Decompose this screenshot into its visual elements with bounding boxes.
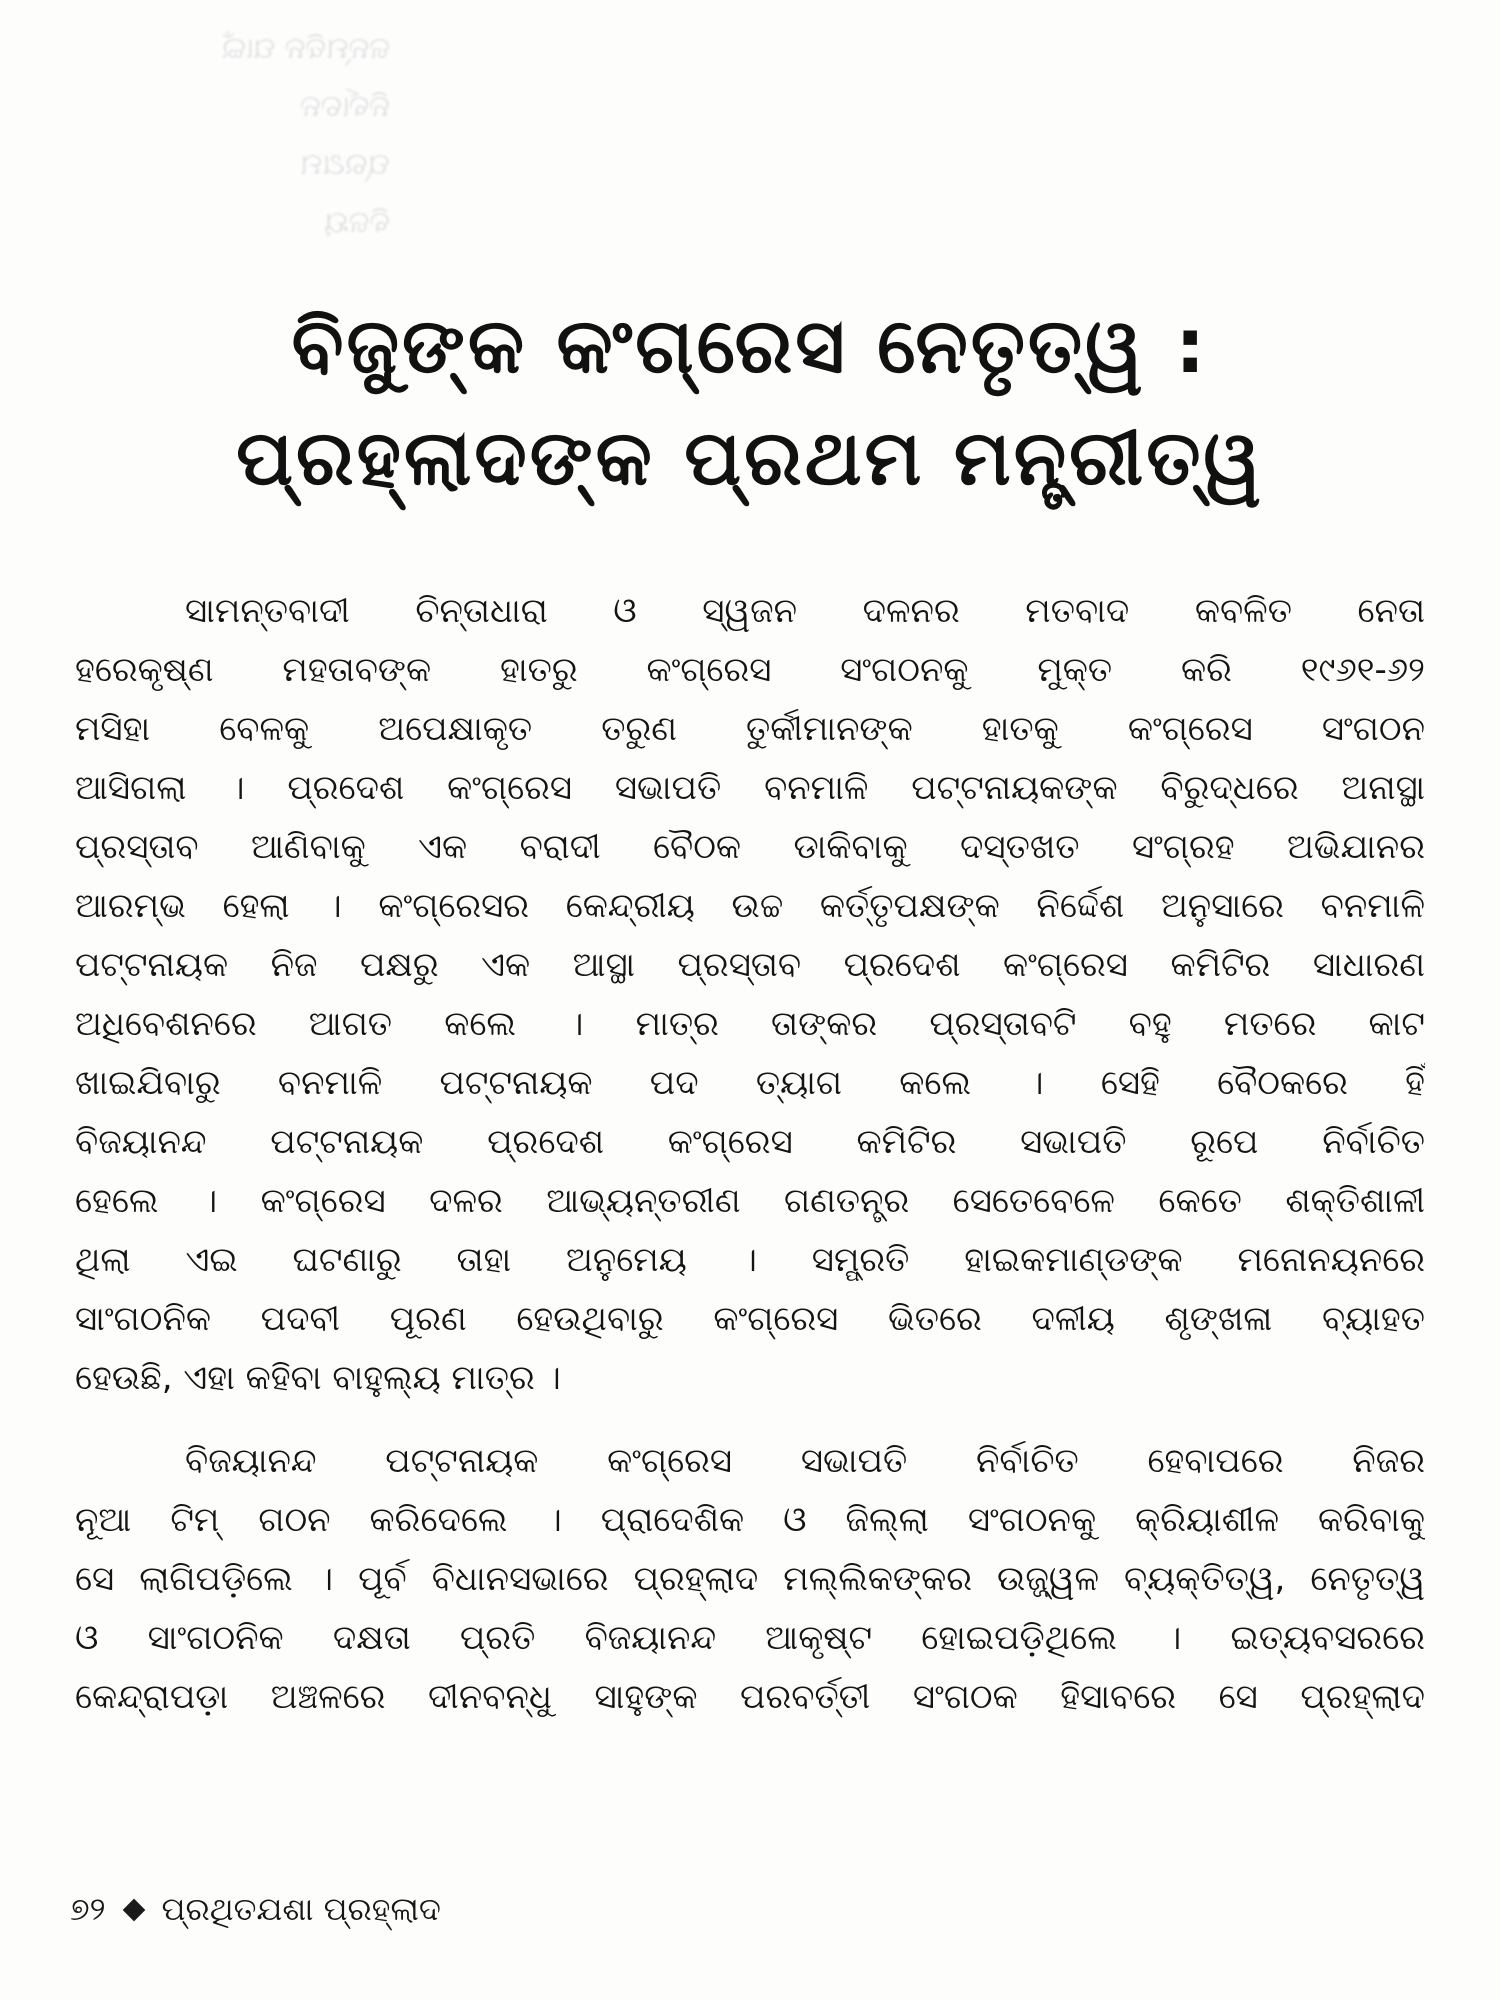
- bleed-through-line: ବିଜୟ: [324, 205, 390, 240]
- bleed-through-line: ପ୍ରଥମ: [299, 147, 390, 182]
- text-line: ଥିଲା ଏଇ ଘଟଣାରୁ ତାହା ଅନୁମେୟ । ସମ୍ପ୍ରତି ହାଇକମାଣ୍ଡଙ୍କ ମନୋନୟନରେ: [75, 1240, 1425, 1280]
- chapter-title-line-1: ବିଜୁଙ୍କ କଂଗ୍ରେସ ନେତୃତ୍ୱ :: [291, 301, 1209, 390]
- text-line: ବିଜୟାନନ୍ଦ ପଟ୍ଟନାୟକ ପ୍ରଦେଶ କଂଗ୍ରେସ କମିଟିର ସଭାପତି ରୂପେ ନିର୍ବାଚିତ: [75, 1122, 1425, 1162]
- text-line: ବିଜୟାନନ୍ଦ ପଟ୍ଟନାୟକ କଂଗ୍ରେସ ସଭାପତି ନିର୍ବାଚିତ ହେବାପରେ ନିଜର: [185, 1441, 1425, 1481]
- text-line: ସେ ଲାଗିପଡ଼ିଲେ । ପୂର୍ବ ବିଧାନସଭାରେ ପ୍ରହ୍ଲାଦ ମଲ୍ଲିକଙ୍କର ଉଜ୍ଜ୍ୱଳ ବ୍ୟକ୍ତିତ୍ୱ, ନେତୃତ୍ୱ: [75, 1559, 1425, 1599]
- paragraph-gap: [75, 1408, 1425, 1432]
- text-line: ଓ ସାଂଗଠନିକ ଦକ୍ଷତା ପ୍ରତି ବିଜୟାନନ୍ଦ ଆକୃଷ୍ଟ ହୋଇପଡ଼ିଥିଲେ । ଇତ୍ୟବସରରେ: [75, 1618, 1425, 1658]
- text-line: ଅଧିବେଶନରେ ଆଗତ କଲେ । ମାତ୍ର ତାଙ୍କର ପ୍ରସ୍ତାବଟି ବହୁ ମତରେ କାଟ: [75, 1004, 1425, 1044]
- book-title: ପ୍ରଥିତଯଶା ପ୍ରହ୍ଲାଦ: [161, 1890, 441, 1928]
- paragraph-1: [75, 582, 1425, 1408]
- text-line: ଆସିଗଲା । ପ୍ରଦେଶ କଂଗ୍ରେସ ସଭାପତି ବନମାଳି ପଟ୍ଟନାୟକଙ୍କ ବିରୁଦ୍ଧରେ ଅନାସ୍ଥା: [75, 768, 1425, 808]
- diamond-separator-icon: [122, 1898, 145, 1921]
- page-number: ୭୨: [70, 1890, 106, 1928]
- text-line: ନୂଆ ଟିମ୍ ଗଠନ କରିଦେଲେ । ପ୍ରାଦେଶିକ ଓ ଜିଲ୍ଲା ସଂଗଠନକୁ କ୍ରିୟାଶୀଳ କରିବାକୁ: [75, 1500, 1425, 1540]
- text-line: ମସିହା ବେଳକୁ ଅପେକ୍ଷାକୃତ ତରୁଣ ତୁର୍କୀମାନଙ୍କ ହାତକୁ କଂଗ୍ରେସ ସଂଗଠନ: [75, 709, 1425, 749]
- text-line: ସାଂଗଠନିକ ପଦବୀ ପୂରଣ ହେଉଥିବାରୁ କଂଗ୍ରେସ ଭିତରେ ଦଳୀୟ ଶୃଙ୍ଖଳା ବ୍ୟାହତ: [75, 1299, 1425, 1339]
- bleed-through-line: ନିର୍ବାଚନ: [300, 89, 390, 124]
- text-line: ହେଉଛି, ଏହା କହିବା ବାହୁଲ୍ୟ ମାତ୍ର ।: [75, 1358, 561, 1398]
- chapter-title: [0, 290, 1500, 514]
- text-line: କେନ୍ଦ୍ରାପଡ଼ା ଅଞ୍ଚଳରେ ଦୀନବନ୍ଧୁ ସାହୁଙ୍କ ପରବର୍ତ୍ତୀ ସଂଗଠକ ହିସାବରେ ସେ ପ୍ରହ୍ଲାଦ: [75, 1677, 1425, 1717]
- text-line: ହରେକୃଷ୍ଣ ମହତାବଙ୍କ ହାତରୁ କଂଗ୍ରେସ ସଂଗଠନକୁ ମୁକ୍ତ କରି ୧୯୬୧-୬୨: [75, 650, 1425, 690]
- bleed-through-line: ଜନ୍ମଦିନ ପାଇଁ: [221, 31, 390, 66]
- page-footer: [70, 1890, 441, 1929]
- chapter-title-line-2: ପ୍ରହ୍ଲାଦଙ୍କ ପ୍ରଥମ ମନ୍ତ୍ରୀତ୍ୱ: [236, 413, 1264, 502]
- text-line: ପଟ୍ଟନାୟକ ନିଜ ପକ୍ଷରୁ ଏକ ଆସ୍ଥା ପ୍ରସ୍ତାବ ପ୍ରଦେଶ କଂଗ୍ରେସ କମିଟିର ସାଧାରଣ: [75, 945, 1425, 985]
- text-line: ହେଲେ । କଂଗ୍ରେସ ଦଳର ଆଭ୍ୟନ୍ତରୀଣ ଗଣତନ୍ତ୍ର ସେତେବେଳେ କେତେ ଶକ୍ତିଶାଳୀ: [75, 1181, 1425, 1221]
- text-line: ସାମନ୍ତବାଦୀ ଚିନ୍ତାଧାରା ଓ ସ୍ୱଜନ ଦଳନର ମତବାଦ କବଳିତ ନେତା: [185, 591, 1425, 631]
- bleed-through-text: [70, 20, 390, 252]
- text-line: ଆରମ୍ଭ ହେଲା । କଂଗ୍ରେସର କେନ୍ଦ୍ରୀୟ ଉଚ୍ଚ କର୍ତ୍ତୃପକ୍ଷଙ୍କ ନିର୍ଦ୍ଦେଶ ଅନୁସାରେ ବନମାଳି: [75, 886, 1425, 926]
- body-text: [75, 582, 1425, 1727]
- text-line: ପ୍ରସ୍ତାବ ଆଣିବାକୁ ଏକ ବରାଦୀ ବୈଠକ ଡାକିବାକୁ ଦସ୍ତଖତ ସଂଗ୍ରହ ଅଭିଯାନର: [75, 827, 1425, 867]
- text-line: ଖାଇଯିବାରୁ ବନମାଳି ପଟ୍ଟନାୟକ ପଦ ତ୍ୟାଗ କଲେ । ସେହି ବୈଠକରେ ହିଁ: [75, 1063, 1425, 1103]
- paragraph-2: [75, 1432, 1425, 1727]
